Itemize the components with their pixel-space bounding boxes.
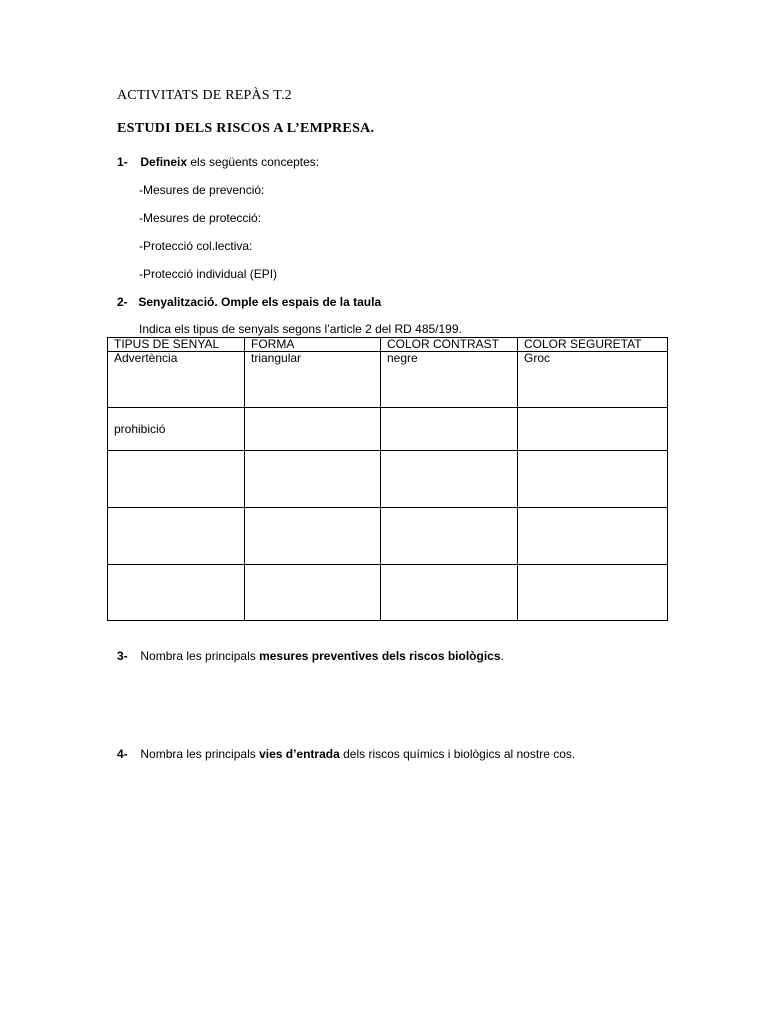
question-2-text: Senyalització. Omple els espais de la taula bbox=[138, 295, 382, 309]
table-row bbox=[108, 451, 668, 507]
table-cell[interactable] bbox=[108, 451, 245, 507]
table-row bbox=[108, 507, 668, 564]
question-3-number: 3- bbox=[117, 649, 128, 663]
question-1-keyword: Defineix bbox=[140, 155, 188, 169]
table-cell[interactable] bbox=[381, 451, 518, 507]
table-header-cell: TIPUS DE SENYAL bbox=[108, 338, 245, 352]
concept-item: -Mesures de prevenció: bbox=[139, 183, 265, 197]
table-row bbox=[108, 564, 668, 620]
signals-table bbox=[107, 337, 668, 621]
table-cell[interactable] bbox=[108, 507, 245, 564]
question-1-text: els següents conceptes: bbox=[187, 155, 320, 169]
table-cell[interactable] bbox=[518, 507, 668, 564]
document-subtitle: ESTUDI DELS RISCOS A L’EMPRESA. bbox=[117, 121, 375, 136]
concept-item: -Mesures de protecció: bbox=[139, 211, 262, 225]
table-cell[interactable]: triangular bbox=[245, 352, 381, 408]
question-3-keyword: mesures preventives dels riscos biològics bbox=[259, 649, 501, 663]
table-cell[interactable]: negre bbox=[381, 352, 518, 408]
table-header-cell: FORMA bbox=[245, 338, 381, 352]
table-row bbox=[108, 352, 668, 408]
table-cell[interactable] bbox=[245, 564, 381, 620]
question-4-keyword: vies d’entrada bbox=[259, 747, 340, 761]
question-3-end: . bbox=[500, 649, 504, 663]
question-1 bbox=[117, 155, 319, 169]
table-cell[interactable] bbox=[245, 408, 381, 451]
question-2-number: 2- bbox=[117, 295, 128, 309]
table-cell[interactable] bbox=[381, 408, 518, 451]
table-cell[interactable] bbox=[245, 451, 381, 507]
table-header-row bbox=[108, 338, 668, 352]
table-cell[interactable] bbox=[518, 451, 668, 507]
table-cell[interactable] bbox=[381, 564, 518, 620]
document-title: ACTIVITATS DE REPÀS T.2 bbox=[117, 88, 292, 103]
table-cell[interactable] bbox=[108, 564, 245, 620]
concept-item: -Protecció individual (EPI) bbox=[139, 267, 278, 281]
table-cell[interactable]: Groc bbox=[518, 352, 668, 408]
question-4-number: 4- bbox=[117, 747, 128, 761]
table-cell[interactable] bbox=[245, 507, 381, 564]
table-header-cell: COLOR CONTRAST bbox=[381, 338, 518, 352]
table-cell[interactable] bbox=[518, 564, 668, 620]
table-cell[interactable]: prohibició bbox=[108, 408, 245, 451]
table-cell[interactable]: Advertència bbox=[108, 352, 245, 408]
table-cell[interactable] bbox=[518, 408, 668, 451]
question-2 bbox=[117, 295, 381, 309]
table-row bbox=[108, 408, 668, 451]
question-1-number: 1- bbox=[117, 155, 128, 169]
question-4-text: Nombra les principals bbox=[140, 747, 260, 761]
concept-item: -Protecció col.lectiva: bbox=[139, 239, 253, 253]
question-4 bbox=[117, 747, 575, 761]
question-3 bbox=[117, 649, 504, 663]
question-4-end: dels riscos químics i biològics al nostre cos. bbox=[339, 747, 576, 761]
question-3-text: Nombra les principals bbox=[140, 649, 260, 663]
table-instruction: Indica els tipus de senyals segons l’article 2 del RD 485/199. bbox=[139, 322, 462, 336]
table-cell[interactable] bbox=[381, 507, 518, 564]
table-header-cell: COLOR SEGURETAT bbox=[518, 338, 668, 352]
